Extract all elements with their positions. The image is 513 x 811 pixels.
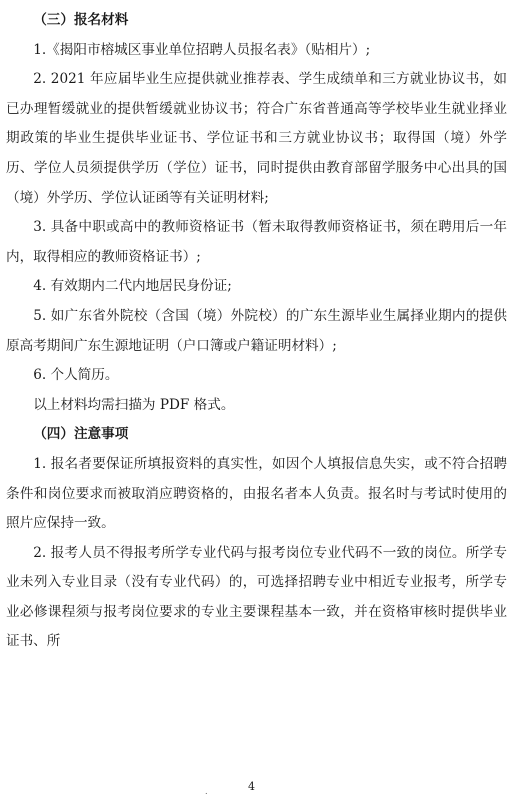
- materials-note: 以上材料均需扫描为 PDF 格式。: [33, 396, 235, 413]
- materials-item-4: 4. 有效期内二代内地居民身份证;: [33, 278, 232, 295]
- page-number: 4: [248, 780, 255, 793]
- section-heading-materials: （三）报名材料: [33, 12, 129, 28]
- materials-item-5: 5. 如广东省外院校（含国（境）外院校）的广东生源毕业生属择业期内的提供原高考期间广东生源地证明（户口簿或户籍证明材料）;: [6, 307, 507, 354]
- document-body: [6, 6, 507, 657]
- materials-item-6: 6. 个人简历。: [33, 367, 119, 384]
- notes-item-2: 2. 报考人员不得报考所学专业代码与报考岗位专业代码不一致的岗位。所学专业未列入专业目录（没有专业代码）的，可选择招聘专业中相近专业报考，所学专业必修课程须与报考岗位要求的专业主要课程基本一致，并在资格审核时提供毕业证书、所: [6, 544, 507, 650]
- footer-mark: .: [205, 787, 208, 796]
- materials-item-3: 3. 具备中职或高中的教师资格证书（暂未取得教师资格证书，须在聘用后一年内，取得相应的教师资格证书）;: [6, 219, 507, 265]
- section-heading-notes: （四）注意事项: [33, 426, 129, 443]
- materials-item-2: 2. 2021 年应届毕业生应提供就业推荐表、学生成绩单和三方就业协议书，如已办理暂缓就业的提供暂缓就业协议书；符合广东省普通高等学校毕业生就业择业期政策的毕业生提供毕业证书、学位证书和三方就业协议书；取得国（境）外学历、学位人员须提供学历（学位）证书，同时提供由教育部留学服务中心出具的国（境）外学历、学位认证函等有关证明材料;: [6, 71, 507, 206]
- materials-item-1: 1.《揭阳市榕城区事业单位招聘人员报名表》（贴相片）;: [33, 41, 371, 58]
- notes-item-1: 1. 报名者要保证所填报资料的真实性，如因个人填报信息失实，或不符合招聘条件和岗位要求而被取消应聘资格的，由报名者本人负责。报名时与考试时使用的照片应保持一致。: [6, 455, 507, 532]
